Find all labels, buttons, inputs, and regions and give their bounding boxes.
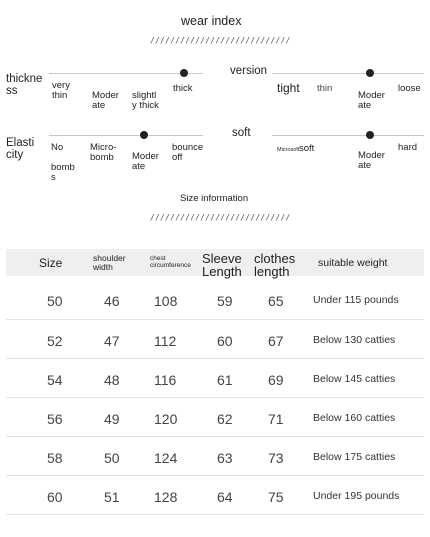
cell-shoulder-width: 49 bbox=[104, 411, 120, 427]
cell-suitable-weight: Under 115 pounds bbox=[313, 294, 399, 306]
soft-option-moderate: Moder ate bbox=[358, 150, 385, 171]
elasticity-scale-line bbox=[49, 135, 203, 136]
soft-marker bbox=[366, 131, 374, 139]
cell-chest-circumference: 124 bbox=[154, 450, 178, 466]
cell-size: 58 bbox=[47, 450, 63, 466]
cell-chest-circumference: 120 bbox=[154, 411, 178, 427]
elasticity-marker bbox=[140, 131, 148, 139]
title-divider: //////////////////////////// bbox=[150, 36, 291, 45]
cell-sleeve-length: 64 bbox=[217, 489, 233, 505]
cell-clothes-length: 69 bbox=[268, 372, 284, 388]
elasticity-option-no-bombs: No bomb s bbox=[51, 142, 75, 183]
row-divider bbox=[6, 358, 424, 359]
cell-clothes-length: 65 bbox=[268, 293, 284, 309]
thickness-option-moderate: Moder ate bbox=[92, 90, 119, 111]
size-information-divider: //////////////////////////// bbox=[150, 213, 291, 222]
row-divider bbox=[6, 319, 424, 320]
cell-sleeve-length: 63 bbox=[217, 450, 233, 466]
header-clothes-length: clothes length bbox=[254, 251, 296, 279]
header-shoulder-width: shoulder width bbox=[93, 253, 126, 272]
cell-chest-circumference: 112 bbox=[154, 333, 177, 349]
cell-shoulder-width: 51 bbox=[104, 489, 120, 505]
thickness-option-thick: thick bbox=[173, 83, 193, 94]
cell-suitable-weight: Below 160 catties bbox=[313, 412, 396, 424]
soft-option-microsoft: Microsoft bbox=[277, 147, 300, 153]
cell-size: 60 bbox=[47, 489, 63, 505]
thickness-marker bbox=[180, 69, 188, 77]
header-sleeve-length: Sleeve Length bbox=[202, 251, 242, 279]
version-option-tight: tight bbox=[277, 81, 300, 95]
cell-chest-circumference: 116 bbox=[154, 372, 177, 388]
row-divider bbox=[6, 436, 424, 437]
wear-index-title: wear index bbox=[181, 14, 242, 28]
elasticity-option-moderate: Moder ate bbox=[132, 151, 159, 172]
cell-sleeve-length: 59 bbox=[217, 293, 233, 309]
elasticity-label: Elasti city bbox=[6, 137, 35, 161]
elasticity-option-bounce-off: bounce off bbox=[172, 142, 204, 163]
cell-shoulder-width: 46 bbox=[104, 293, 120, 309]
soft-option-hard: hard bbox=[398, 142, 418, 153]
cell-suitable-weight: Below 175 catties bbox=[313, 451, 396, 463]
version-label: version bbox=[230, 65, 268, 77]
cell-size: 54 bbox=[47, 372, 63, 388]
version-marker bbox=[366, 69, 374, 77]
cell-chest-circumference: 128 bbox=[154, 489, 178, 505]
size-information-title: Size information bbox=[180, 193, 249, 204]
header-size: Size bbox=[39, 256, 63, 270]
row-divider bbox=[6, 397, 424, 398]
cell-suitable-weight: Under 195 pounds bbox=[313, 490, 400, 502]
header-chest-circumference: chest circumference bbox=[150, 255, 191, 269]
soft-label: soft bbox=[232, 127, 251, 139]
cell-clothes-length: 75 bbox=[268, 489, 284, 505]
cell-sleeve-length: 62 bbox=[217, 411, 233, 427]
cell-suitable-weight: Below 145 catties bbox=[313, 373, 396, 385]
row-divider bbox=[6, 475, 424, 476]
version-option-loose: loose bbox=[398, 83, 421, 94]
cell-clothes-length: 67 bbox=[268, 333, 284, 349]
cell-clothes-length: 73 bbox=[268, 450, 284, 466]
cell-sleeve-length: 61 bbox=[217, 372, 233, 388]
cell-sleeve-length: 60 bbox=[217, 333, 233, 349]
cell-suitable-weight: Below 130 catties bbox=[313, 334, 396, 346]
thickness-option-slightly-thick: slightl y thick bbox=[132, 90, 159, 111]
header-suitable-weight: suitable weight bbox=[318, 257, 388, 269]
cell-size: 50 bbox=[47, 293, 63, 309]
cell-chest-circumference: 108 bbox=[154, 293, 178, 309]
cell-shoulder-width: 47 bbox=[104, 333, 120, 349]
soft-scale-line bbox=[272, 135, 424, 136]
version-scale-line bbox=[272, 73, 424, 74]
thickness-label: thickne ss bbox=[6, 73, 43, 97]
row-divider bbox=[6, 514, 424, 515]
cell-size: 52 bbox=[47, 333, 63, 349]
elasticity-option-micro-bomb: Micro- bomb bbox=[90, 142, 117, 163]
thickness-option-very-thin: very thin bbox=[52, 80, 70, 101]
version-option-thin: thin bbox=[317, 83, 333, 94]
version-option-moderate: Moder ate bbox=[358, 90, 385, 111]
cell-clothes-length: 71 bbox=[268, 411, 284, 427]
cell-size: 56 bbox=[47, 411, 63, 427]
cell-shoulder-width: 48 bbox=[104, 372, 120, 388]
cell-shoulder-width: 50 bbox=[104, 450, 120, 466]
soft-option-soft: soft bbox=[299, 143, 315, 154]
